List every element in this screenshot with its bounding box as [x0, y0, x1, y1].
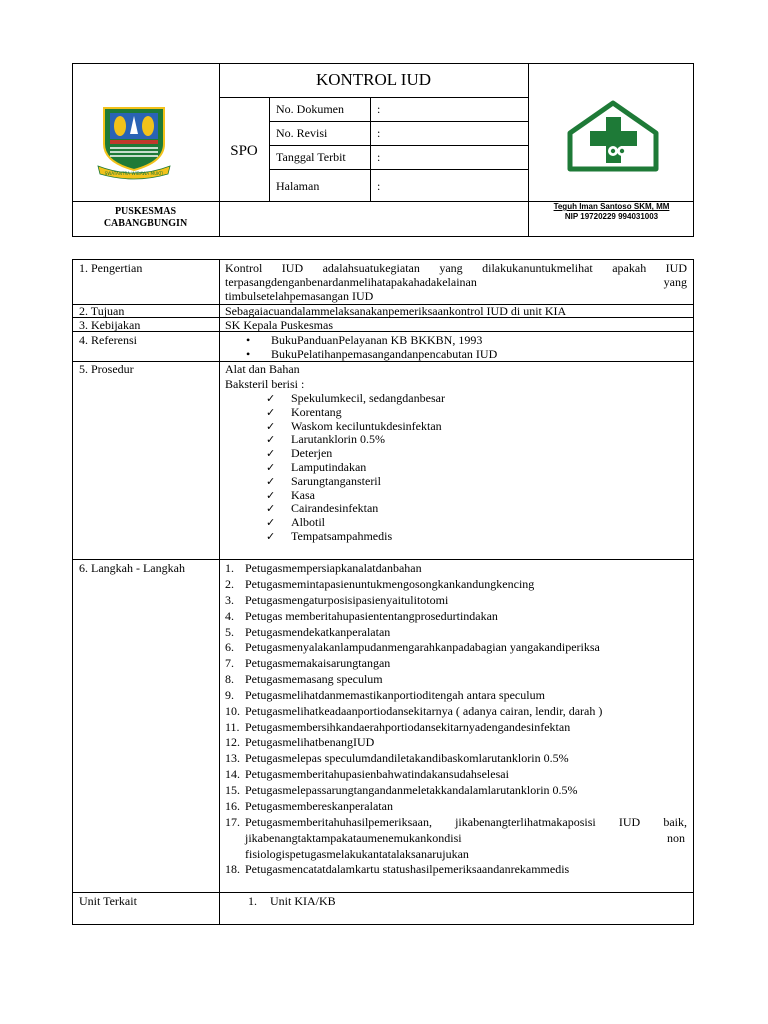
signer-nip: NIP 19720229 994031003	[564, 212, 659, 221]
step-17-cont-b: non	[667, 831, 685, 845]
step-item: 11. Petugasmembersihkandaerahportiodansekitarnyadengandesinfektan	[225, 720, 571, 734]
step-item: 6. Petugasmenyalakanlampudanmengarahkanpadabagian yangakandiperiksa	[225, 640, 600, 654]
field-label-halaman: Halaman	[276, 179, 320, 193]
field-label-tanggal-terbit: Tanggal Terbit	[276, 150, 346, 164]
step-item: 18. Petugasmencatatdalamkartu statushasilpemeriksaandanrekammedis	[225, 862, 570, 876]
step-item: 12. PetugasmelihatbenangIUD	[225, 735, 375, 749]
step-item: 17. Petugasmemberitahuhasilpemeriksaan, jikabenangterlihatmakaposisi IUD baik,	[225, 815, 687, 829]
field-value-halaman: :	[377, 179, 381, 193]
label-unit-terkait: Unit Terkait	[79, 894, 137, 908]
step-item: 7. Petugasmemakaisarungtangan	[225, 656, 391, 670]
org-name-line2: CABANGBUNGIN	[103, 218, 188, 229]
checklist-item: ✓ Kasa	[266, 488, 315, 502]
checklist-item: ✓ Larutanklorin 0.5%	[266, 432, 385, 446]
step-item: 3. Petugasmengaturposisipasienyaitulitotomi	[225, 593, 449, 607]
checklist-item: ✓ Korentang	[266, 405, 342, 419]
referensi-item-1: • BukuPanduanPelayanan KB BKKBN, 1993	[246, 333, 483, 347]
step-item: 8. Petugasmemasang speculum	[225, 672, 383, 686]
step-item: 13. Petugasmelepas speculumdandiletakandibaskomlarutanklorin 0.5%	[225, 751, 569, 765]
field-label-no-revisi: No. Revisi	[276, 126, 328, 140]
document-title: KONTROL IUD	[315, 70, 432, 89]
step-item: 16. Petugasmembereskanperalatan	[225, 799, 393, 813]
checklist-item: ✓ Lamputindakan	[266, 460, 367, 474]
field-value-tanggal-terbit: :	[377, 150, 381, 164]
tujuan-text: Sebagaiacuandalammelaksanakanpemeriksaankontrol IUD di unit KIA	[225, 304, 567, 318]
checklist-item: ✓ Sarungtangansteril	[266, 474, 381, 488]
prosedur-heading: Alat dan Bahan	[225, 362, 300, 376]
label-referensi: 4. Referensi	[79, 333, 137, 347]
org-name-line1: PUSKESMAS	[114, 206, 177, 217]
checklist-item: ✓ Spekulumkecil, sedangdanbesar	[266, 391, 445, 405]
crest-motto: SWATANTRA WIBAWA MUKTI	[104, 171, 164, 176]
checklist-item: ✓ Cairandesinfektan	[266, 501, 379, 515]
step-item: 9. Petugasmelihatdanmemastikanportioditengah antara speculum	[225, 688, 545, 702]
step-17-cont-c: fisiologispetugasmelakukantatalaksanarujukan	[245, 847, 469, 861]
field-value-no-dokumen: :	[377, 102, 381, 116]
checklist-item: ✓ Deterjen	[266, 446, 333, 460]
step-17-cont-a: jikabenangtaktampakataumenemukankondisi	[245, 831, 462, 845]
pengertian-line-1: Kontrol IUD adalahsuatukegiatan yang dilakukanuntukmelihat apakah IUD	[225, 261, 687, 275]
signer-name: Teguh Iman Santoso SKM, MM	[553, 202, 670, 211]
referensi-item-2: • BukuPelatihanpemasangandanpencabutan IUD	[246, 347, 498, 361]
checklist-item: ✓ Waskom keciluntukdesinfektan	[266, 419, 442, 433]
step-item: 10. Petugasmelihatkeadaanportiodansekitarnya ( adanya cairan, lendir, darah )	[225, 704, 603, 718]
field-label-no-dokumen: No. Dokumen	[276, 102, 344, 116]
step-item: 15. Petugasmelepassarungtangandanmeletakkandalamlarutanklorin 0.5%	[225, 783, 578, 797]
checklist-item: ✓ Albotil	[266, 515, 326, 529]
pengertian-line-2: terpasangdenganbenardanmelihatapakahadakelainan yang	[225, 275, 687, 289]
step-item: 14. Petugasmemberitahupasienbahwatindakansudahselesai	[225, 767, 509, 781]
prosedur-sub: Baksteril berisi :	[225, 377, 305, 391]
step-item: 4. Petugas memberitahupasiententangprosedurtindakan	[225, 609, 498, 623]
label-tujuan: 2. Tujuan	[79, 304, 125, 318]
step-item: 1. Petugasmempersiapkanalatdanbahan	[225, 561, 422, 575]
kebijakan-text: SK Kepala Puskesmas	[225, 318, 333, 332]
label-langkah: 6. Langkah - Langkah	[79, 561, 185, 575]
regional-crest-logo	[94, 104, 174, 180]
checklist-item: ✓ Tempatsampahmedis	[266, 529, 393, 543]
puskesmas-logo	[566, 99, 660, 173]
label-pengertian: 1. Pengertian	[79, 261, 143, 275]
field-value-no-revisi: :	[377, 126, 381, 140]
unit-item: 1. Unit KIA/KB	[248, 894, 336, 908]
spo-label: SPO	[230, 143, 258, 159]
step-item: 2. Petugasmemintapasienuntukmengosongkankandungkencing	[225, 577, 535, 591]
label-prosedur: 5. Prosedur	[79, 362, 134, 376]
label-kebijakan: 3. Kebijakan	[79, 318, 141, 332]
step-item: 5. Petugasmendekatkanperalatan	[225, 625, 391, 639]
pengertian-line-3: timbulsetelahpemasangan IUD	[225, 289, 374, 303]
